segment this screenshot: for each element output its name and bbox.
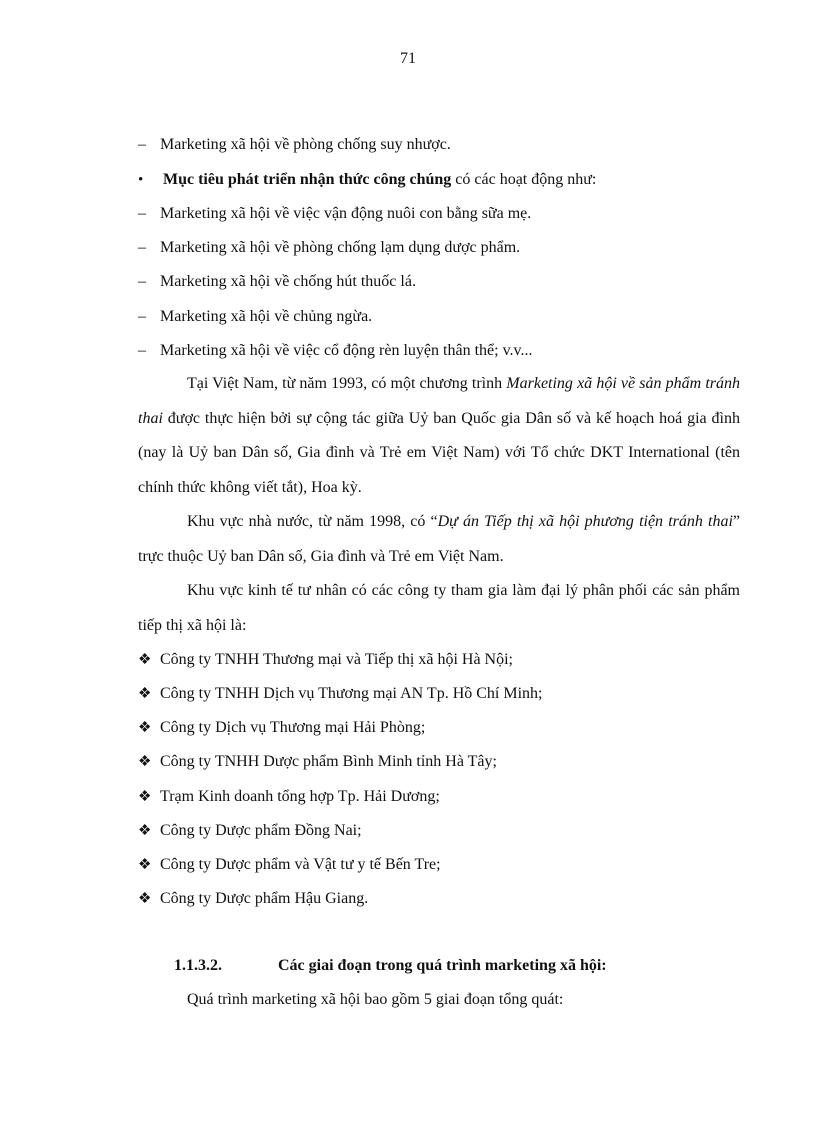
diamond-bullet-icon: ❖ (138, 754, 152, 770)
bullet-marker: • (138, 172, 144, 188)
company-item (138, 787, 440, 806)
company-item (138, 855, 441, 874)
diamond-bullet-icon: ❖ (138, 823, 152, 839)
list-item (138, 205, 531, 223)
paragraph-2 (138, 505, 740, 574)
list-item-text: Marketing xã hội về phòng chống suy nhược. (160, 136, 451, 153)
list-item-text: Marketing xã hội về chủng ngừa. (160, 308, 373, 325)
company-item (138, 889, 368, 908)
diamond-bullet-icon: ❖ (138, 720, 152, 736)
paragraph-italic-text: Marketing xã hội về sản phẩm tránh thai (138, 375, 740, 427)
list-item (138, 273, 416, 291)
diamond-bullet-icon: ❖ (138, 686, 152, 702)
goal-bold-text: Mục tiêu phát triển nhận thức công chúng (163, 171, 452, 188)
company-name: Công ty Dịch vụ Thương mại Hải Phòng; (160, 719, 426, 736)
paragraph-1 (138, 367, 740, 505)
company-item (138, 718, 425, 737)
dash-marker: – (138, 273, 146, 290)
company-item (138, 821, 362, 840)
paragraph-text: Khu vực nhà nước, từ năm 1998, có “ (187, 513, 438, 530)
list-item-text: Marketing xã hội về việc cổ động rèn luyện thân thể; v.v... (160, 342, 533, 359)
dash-marker: – (138, 308, 146, 325)
diamond-bullet-icon: ❖ (138, 652, 152, 668)
diamond-bullet-icon: ❖ (138, 891, 152, 907)
section-heading (174, 957, 607, 975)
list-item-text: Marketing xã hội về việc vận động nuôi con bằng sữa mẹ. (160, 205, 532, 222)
company-item (138, 684, 542, 703)
paragraph-italic-text: Dự án Tiếp thị xã hội phương tiện tránh thai (437, 513, 733, 530)
company-name: Công ty TNHH Dịch vụ Thương mại AN Tp. Hồ Chí Minh; (160, 685, 543, 702)
section-title: Các giai đoạn trong quá trình marketing xã hội: (278, 957, 607, 974)
list-item (138, 239, 520, 257)
list-item-text: Marketing xã hội về phòng chống lạm dụng dược phẩm. (160, 239, 521, 256)
dash-marker: – (138, 136, 146, 153)
paragraph-text: được thực hiện bởi sự cộng tác giữa Uỷ ban Quốc gia Dân số và kế hoạch hoá gia đình (nay là Uỷ ban Dân số, Gia đình và Trẻ em Việt Nam) với Tổ chức DKT International (tên chính thức không viết tắt), Hoa kỳ. (138, 409, 740, 496)
company-name: Công ty Dược phẩm Hậu Giang. (160, 890, 369, 907)
company-name: Công ty TNHH Dược phẩm Bình Minh tỉnh Hà Tây; (160, 753, 497, 770)
company-item (138, 650, 513, 669)
company-name: Công ty TNHH Thương mại và Tiếp thị xã hội Hà Nội; (160, 651, 513, 668)
list-item-text: Marketing xã hội về chống hút thuốc lá. (160, 273, 416, 290)
company-item (138, 752, 497, 771)
page-number: 71 (400, 50, 416, 67)
paragraph-3: Khu vực kinh tế tư nhân có các công ty tham gia làm đại lý phân phối các sản phẩm tiếp thị xã hội là: (138, 582, 740, 634)
list-item (138, 308, 372, 326)
list-item (138, 136, 451, 154)
section-number: 1.1.3.2. (174, 957, 222, 974)
diamond-bullet-icon: ❖ (138, 789, 152, 805)
dash-marker: – (138, 205, 146, 222)
list-item (138, 342, 532, 360)
goal-heading (138, 171, 596, 189)
company-name: Công ty Dược phẩm Đồng Nai; (160, 822, 362, 839)
dash-marker: – (138, 239, 146, 256)
company-name: Công ty Dược phẩm và Vật tư y tế Bến Tre; (160, 856, 441, 873)
paragraph-text: ” trực thuộc Uỷ ban Dân số, Gia đình và Trẻ em Việt Nam. (138, 513, 740, 565)
paragraph-text: Tại Việt Nam, từ năm 1993, có một chương trình (187, 375, 507, 392)
company-name: Trạm Kinh doanh tổng hợp Tp. Hải Dương; (160, 788, 440, 805)
goal-rest-text: có các hoạt động như: (451, 171, 597, 188)
closing-paragraph: Quá trình marketing xã hội bao gồm 5 giai đoạn tổng quát: (187, 991, 564, 1008)
diamond-bullet-icon: ❖ (138, 857, 152, 873)
dash-marker: – (138, 342, 146, 359)
